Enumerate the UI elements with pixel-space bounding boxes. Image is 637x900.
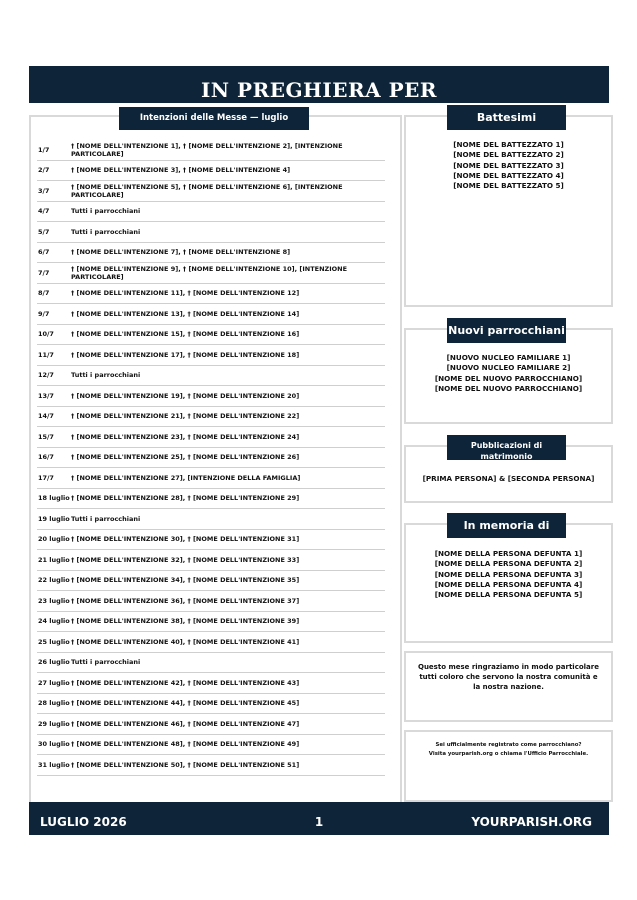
registration-panel bbox=[404, 730, 613, 802]
baptisms-panel bbox=[404, 115, 613, 307]
intention-date: 2/7 bbox=[38, 166, 50, 175]
intention-row bbox=[37, 591, 385, 612]
intention-date: 20 luglio bbox=[38, 535, 70, 544]
intention-row bbox=[37, 489, 385, 510]
intention-date: 26 luglio bbox=[38, 658, 70, 667]
deceased-name: [NOME DELLA PERSONA DEFUNTA 5] bbox=[434, 590, 583, 600]
new-parishioner-name: [NUOVO NUCLEO FAMILIARE 2] bbox=[446, 363, 571, 373]
intention-row bbox=[37, 509, 385, 530]
intention-row bbox=[37, 694, 385, 715]
intention-date: 29 luglio bbox=[38, 719, 70, 728]
intention-date: 31 luglio bbox=[38, 760, 70, 769]
intention-row bbox=[37, 714, 385, 735]
baptized-name: [NOME DEL BATTEZZATO 3] bbox=[453, 160, 564, 170]
intention-text: Tutti i parrocchiani bbox=[71, 207, 141, 216]
registration-text bbox=[412, 741, 605, 759]
intention-date: 3/7 bbox=[38, 186, 50, 195]
intention-text: † [NOME DELL'INTENZIONE 1], † [NOME DELL'INTENZIONE 2], [INTENZIONE PARTICOLARE] bbox=[71, 141, 343, 158]
footer-website: YOURPARISH.ORG bbox=[471, 815, 592, 829]
intention-text: Tutti i parrocchiani bbox=[71, 658, 141, 667]
in-memory-panel bbox=[404, 523, 613, 643]
thanks-panel bbox=[404, 651, 613, 722]
intention-date: 24 luglio bbox=[38, 617, 70, 626]
intention-text: † [NOME DELL'INTENZIONE 9], † [NOME DELL'INTENZIONE 10], [INTENZIONE PARTICOLARE] bbox=[71, 264, 348, 281]
intention-row bbox=[37, 140, 385, 161]
page-banner bbox=[29, 66, 609, 103]
intention-text: Tutti i parrocchiani bbox=[71, 371, 141, 380]
intention-date: 16/7 bbox=[38, 453, 54, 462]
intention-row bbox=[37, 653, 385, 674]
deceased-name: [NOME DELLA PERSONA DEFUNTA 3] bbox=[434, 569, 583, 579]
intention-date: 11/7 bbox=[38, 350, 54, 359]
intention-row bbox=[37, 345, 385, 366]
intention-text: † [NOME DELL'INTENZIONE 15], † [NOME DELL'INTENZIONE 16] bbox=[71, 330, 300, 339]
mass-intentions-list bbox=[37, 140, 385, 776]
intention-row bbox=[37, 468, 385, 489]
new-parishioner-name: [NUOVO NUCLEO FAMILIARE 1] bbox=[446, 353, 571, 362]
deceased-name: [NOME DELLA PERSONA DEFUNTA 4] bbox=[434, 579, 583, 589]
intention-row bbox=[37, 407, 385, 428]
intention-row bbox=[37, 612, 385, 633]
marriage-banns-names bbox=[406, 474, 611, 484]
intention-date: 28 luglio bbox=[38, 699, 70, 708]
intention-row bbox=[37, 304, 385, 325]
intention-date: 27 luglio bbox=[38, 678, 70, 687]
intention-date: 14/7 bbox=[38, 412, 54, 421]
intention-row bbox=[37, 325, 385, 346]
intention-text: † [NOME DELL'INTENZIONE 42], † [NOME DELL'INTENZIONE 43] bbox=[71, 678, 300, 687]
in-memory-title: In memoria di bbox=[447, 513, 566, 538]
thanks-text: Questo mese ringraziamo in modo particolare tutti coloro che servono la nostra comunità e la nostra nazione. bbox=[418, 663, 599, 691]
intention-row bbox=[37, 632, 385, 653]
intention-text: † [NOME DELL'INTENZIONE 50], † [NOME DELL'INTENZIONE 51] bbox=[71, 760, 300, 769]
intention-text: † [NOME DELL'INTENZIONE 32], † [NOME DELL'INTENZIONE 33] bbox=[71, 555, 300, 564]
intention-date: 7/7 bbox=[38, 268, 50, 277]
intention-date: 10/7 bbox=[38, 330, 54, 339]
marriage-banns-title: Pubblicazioni di matrimonio bbox=[447, 435, 566, 460]
intention-date: 1/7 bbox=[38, 145, 50, 154]
intention-text: † [NOME DELL'INTENZIONE 38], † [NOME DELL'INTENZIONE 39] bbox=[71, 617, 300, 626]
intention-text: † [NOME DELL'INTENZIONE 13], † [NOME DELL'INTENZIONE 14] bbox=[71, 309, 300, 318]
baptized-name: [NOME DEL BATTEZZATO 1] bbox=[453, 140, 564, 149]
intention-text: † [NOME DELL'INTENZIONE 34], † [NOME DELL'INTENZIONE 35] bbox=[71, 576, 300, 585]
intention-date: 23 luglio bbox=[38, 596, 70, 605]
intention-row bbox=[37, 427, 385, 448]
intention-date: 18 luglio bbox=[38, 494, 70, 503]
new-parishioners-names bbox=[406, 353, 611, 394]
intention-date: 25 luglio bbox=[38, 637, 70, 646]
intention-text: † [NOME DELL'INTENZIONE 3], † [NOME DELL'INTENZIONE 4] bbox=[71, 166, 291, 175]
intention-date: 8/7 bbox=[38, 289, 50, 298]
intention-text: † [NOME DELL'INTENZIONE 44], † [NOME DELL'INTENZIONE 45] bbox=[71, 699, 300, 708]
intention-row bbox=[37, 366, 385, 387]
intention-row bbox=[37, 550, 385, 571]
baptisms-title: Battesimi bbox=[447, 105, 566, 130]
intention-row bbox=[37, 755, 385, 776]
intention-row bbox=[37, 284, 385, 305]
intention-row bbox=[37, 530, 385, 551]
intention-date: 30 luglio bbox=[38, 740, 70, 749]
intention-text: † [NOME DELL'INTENZIONE 21], † [NOME DELL'INTENZIONE 22] bbox=[71, 412, 300, 421]
baptized-name: [NOME DEL BATTEZZATO 4] bbox=[453, 170, 564, 180]
banner-title: IN PREGHIERA PER bbox=[200, 78, 438, 102]
baptisms-names bbox=[406, 140, 611, 191]
intention-text: † [NOME DELL'INTENZIONE 7], † [NOME DELL'INTENZIONE 8] bbox=[71, 248, 291, 257]
intention-text: Tutti i parrocchiani bbox=[71, 227, 141, 236]
new-parishioner-name: [NOME DEL NUOVO PARROCCHIANO] bbox=[434, 383, 583, 393]
new-parishioners-title: Nuovi parrocchiani bbox=[447, 318, 566, 343]
intention-text: † [NOME DELL'INTENZIONE 23], † [NOME DELL'INTENZIONE 24] bbox=[71, 432, 300, 441]
intention-text: † [NOME DELL'INTENZIONE 17], † [NOME DELL'INTENZIONE 18] bbox=[71, 350, 300, 359]
intention-row bbox=[37, 202, 385, 223]
intention-text: † [NOME DELL'INTENZIONE 40], † [NOME DELL'INTENZIONE 41] bbox=[71, 637, 300, 646]
intention-text: † [NOME DELL'INTENZIONE 19], † [NOME DELL'INTENZIONE 20] bbox=[71, 391, 300, 400]
baptized-name: [NOME DEL BATTEZZATO 5] bbox=[453, 181, 564, 191]
intention-row bbox=[37, 263, 385, 284]
intention-text: † [NOME DELL'INTENZIONE 5], † [NOME DELL'INTENZIONE 6], [INTENZIONE PARTICOLARE] bbox=[71, 182, 343, 199]
intention-date: 13/7 bbox=[38, 391, 54, 400]
intention-row bbox=[37, 673, 385, 694]
intention-date: 21 luglio bbox=[38, 555, 70, 564]
deceased-name: [NOME DELLA PERSONA DEFUNTA 1] bbox=[434, 549, 583, 558]
intention-row bbox=[37, 448, 385, 469]
intention-row bbox=[37, 571, 385, 592]
intention-date: 12/7 bbox=[38, 371, 54, 380]
intention-text: † [NOME DELL'INTENZIONE 46], † [NOME DELL'INTENZIONE 47] bbox=[71, 719, 300, 728]
footer-date: LUGLIO 2026 bbox=[40, 815, 127, 829]
intention-date: 9/7 bbox=[38, 309, 50, 318]
intention-date: 6/7 bbox=[38, 248, 50, 257]
intention-row bbox=[37, 161, 385, 182]
mass-intentions-title: Intenzioni delle Messe — luglio bbox=[119, 107, 309, 130]
intention-row bbox=[37, 181, 385, 202]
intention-text: † [NOME DELL'INTENZIONE 28], † [NOME DELL'INTENZIONE 29] bbox=[71, 494, 300, 503]
intention-row bbox=[37, 735, 385, 756]
intention-row bbox=[37, 222, 385, 243]
intention-text: † [NOME DELL'INTENZIONE 48], † [NOME DELL'INTENZIONE 49] bbox=[71, 740, 300, 749]
page-footer bbox=[29, 802, 609, 835]
intention-text: † [NOME DELL'INTENZIONE 27], [INTENZIONE DELLA FAMIGLIA] bbox=[71, 473, 301, 482]
couple-names: [PRIMA PERSONA] & [SECONDA PERSONA] bbox=[422, 474, 595, 483]
intention-date: 22 luglio bbox=[38, 576, 70, 585]
intention-date: 17/7 bbox=[38, 473, 54, 482]
intention-date: 5/7 bbox=[38, 227, 50, 236]
new-parishioner-name: [NOME DEL NUOVO PARROCCHIANO] bbox=[434, 373, 583, 383]
intention-text: † [NOME DELL'INTENZIONE 25], † [NOME DELL'INTENZIONE 26] bbox=[71, 453, 300, 462]
intention-date: 19 luglio bbox=[38, 514, 70, 523]
intention-date: 15/7 bbox=[38, 432, 54, 441]
intention-text: Tutti i parrocchiani bbox=[71, 514, 141, 523]
footer-page-number: 1 bbox=[314, 815, 324, 829]
intention-text: † [NOME DELL'INTENZIONE 30], † [NOME DELL'INTENZIONE 31] bbox=[71, 535, 300, 544]
intention-row bbox=[37, 243, 385, 264]
intention-row bbox=[37, 386, 385, 407]
registration-question: Sei ufficialmente registrato come parrocchiano? bbox=[435, 742, 582, 748]
in-memory-names bbox=[406, 549, 611, 600]
baptized-name: [NOME DEL BATTEZZATO 2] bbox=[453, 150, 564, 160]
intention-text: † [NOME DELL'INTENZIONE 11], † [NOME DELL'INTENZIONE 12] bbox=[71, 289, 300, 298]
intention-text: † [NOME DELL'INTENZIONE 36], † [NOME DELL'INTENZIONE 37] bbox=[71, 596, 300, 605]
deceased-name: [NOME DELLA PERSONA DEFUNTA 2] bbox=[434, 559, 583, 569]
intention-date: 4/7 bbox=[38, 207, 50, 216]
registration-instructions: Visita yourparish.org o chiama l'Ufficio Parrocchiale. bbox=[428, 751, 589, 757]
